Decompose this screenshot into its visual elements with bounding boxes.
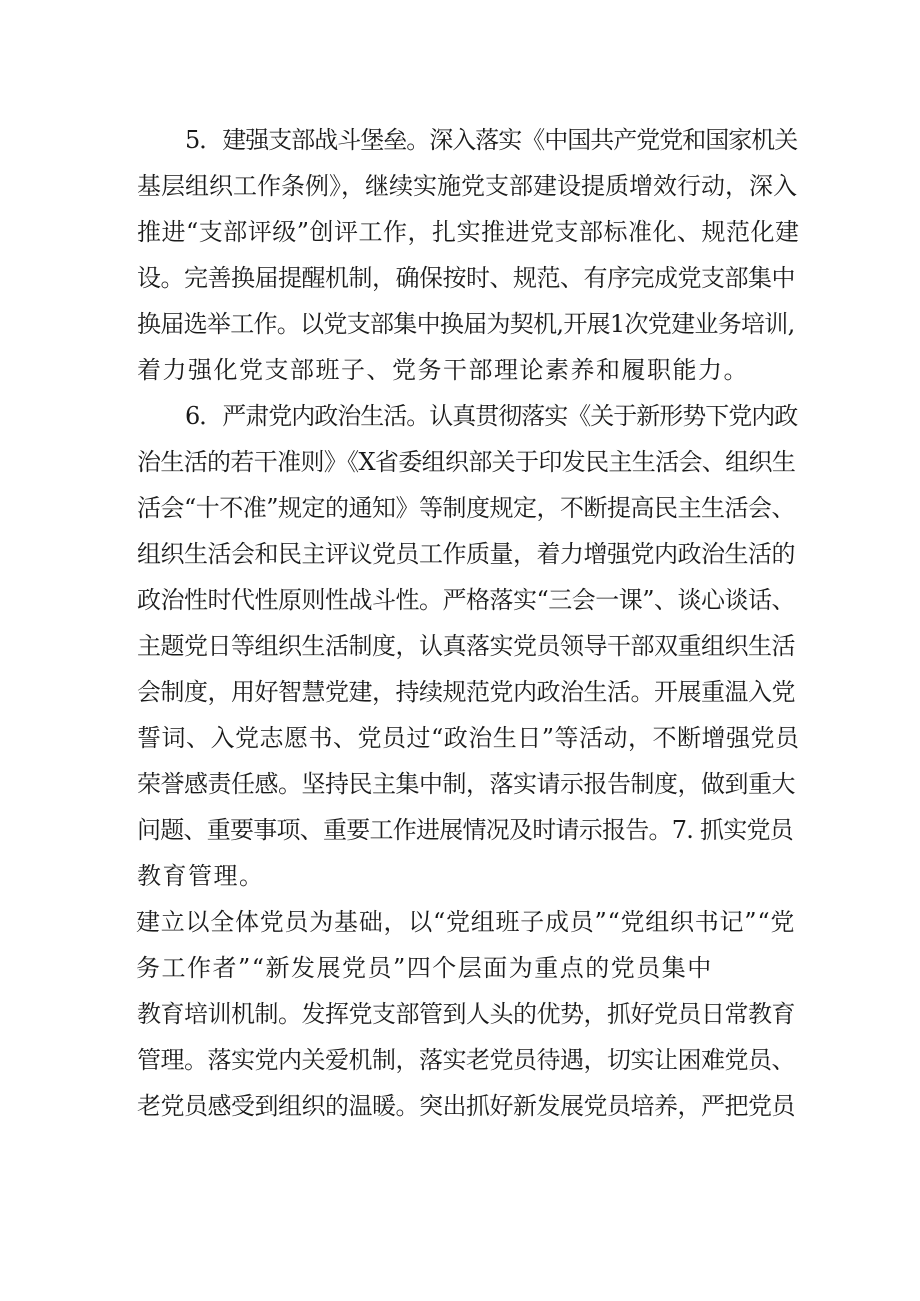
paragraph-6-line-7: 会制度，用好智慧党建，持续规范党内政治生活。开展重温入党 xyxy=(137,678,795,706)
paragraph-7-line-1: 建立以全体党员为基础，以“党组班子成员”“党组织书记”“党 xyxy=(136,908,796,936)
paragraph-7-line-3: 教育培训机制。发挥党支部管到人头的优势，抓好党员日常教育 xyxy=(137,1000,795,1028)
paragraph-5-line-2: 基层组织工作条例》，继续实施党支部建设提质增效行动，深入 xyxy=(137,172,797,200)
paragraph-5-line-4: 设。完善换届提醒机制，确保按时、规范、有序完成党支部集中 xyxy=(137,264,795,292)
paragraph-5-line-3: 推进“支部评级”创评工作，扎实推进党支部标准化、规范化建 xyxy=(137,218,800,246)
paragraph-6-line-5: 政治性时代性原则性战斗性。严格落实“三会一课”、谈心谈话、 xyxy=(137,586,796,614)
paragraph-7-line-5: 老党员感受到组织的温暖。突出抓好新发展党员培养，严把党员 xyxy=(137,1092,795,1120)
paragraph-6-line-3: 活会“十不准”规定的通知》等制度规定，不断提高民主生活会、 xyxy=(137,494,796,522)
paragraph-6-line-1: 6．严肃党内政治生活。认真贯彻落实《关于新形势下党内政 xyxy=(185,402,798,430)
paragraph-5-line-5: 换届选举工作。以党支部集中换届为契机,开展1次党建业务培训, xyxy=(137,310,795,338)
paragraph-6-line-6: 主题党日等组织生活制度，认真落实党员领导干部双重组织生活 xyxy=(137,632,795,660)
paragraph-5-line-6: 着力强化党支部班子、党务干部理论素养和履职能力。 xyxy=(137,356,749,384)
paragraph-6-line-2: 治生活的若干准则》《X省委组织部关于印发民主生活会、组织生 xyxy=(137,448,796,476)
paragraph-7-line-2: 务工作者”“新发展党员”四个层面为重点的党员集中 xyxy=(136,954,713,982)
paragraph-6-line-9: 荣誉感责任感。坚持民主集中制，落实请示报告制度，做到重大 xyxy=(137,770,795,798)
paragraph-7-line-4: 管理。落实党内关爱机制，落实老党员待遇，切实让困难党员、 xyxy=(137,1046,795,1074)
paragraph-5-line-1: 5．建强支部战斗堡垒。深入落实《中国共产党党和国家机关 xyxy=(185,126,798,154)
paragraph-6-line-4: 组织生活会和民主评议党员工作质量，着力增强党内政治生活的 xyxy=(137,540,795,568)
paragraph-6-line-11: 教育管理。 xyxy=(137,862,265,890)
paragraph-6-line-8: 誓词、入党志愿书、党员过“政治生日”等活动，不断增强党员 xyxy=(137,724,800,752)
paragraph-6-line-10: 问题、重要事项、重要工作进展情况及时请示报告。7. 抓实党员 xyxy=(137,816,794,844)
